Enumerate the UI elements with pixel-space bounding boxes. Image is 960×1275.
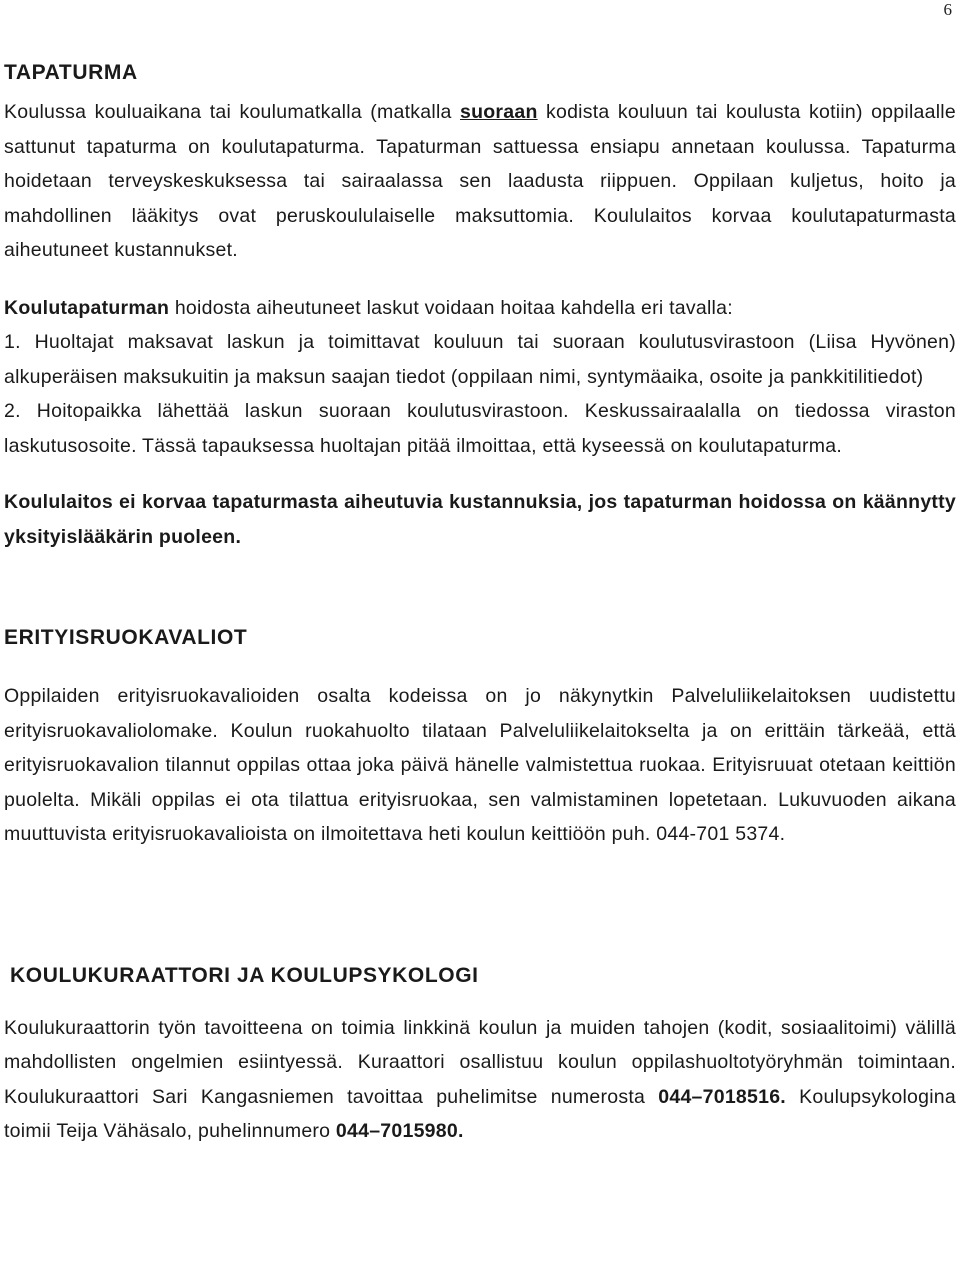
special-diet-paragraph: Oppilaiden erityisruokavalioiden osalta kodeissa on jo näkynytkin Palveluliikelaitoksen uudistettu erityisruokavaliolomake. Koulun ruokahuolto tilataan Palveluliikelaitokselta ja on erittäin tärkeää, että erityisruokavalion tilannut oppilas ottaa joka päivä hänelle valmistettua ruokaa. Erityisruuat otetaan keittiön puolelta. Mikäli oppilas ei ota tilattua erityisruokaa, sen valmistaminen lopetetaan. Lukuvuoden aikana muuttuvista erityisruokavalioista on ilmoitettava heti koulun keittiöön puh. 044-701 5374.	[4, 685, 956, 845]
accident-option-1: 1. Huoltajat maksavat laskun ja toimittavat kouluun tai suoraan koulutusvirastoon (Liisa Hyvönen) alkuperäisen maksukuitin ja maksun saajan tiedot (oppilaan nimi, syntymäaika, osoite ja pankkitilitiedot)	[4, 331, 956, 388]
accident-bills-text: hoidosta aiheutuneet laskut voidaan hoitaa kahdella eri tavalla:	[169, 296, 733, 319]
counselor-text-1: Koulukuraattorin työn tavoitteena on toimia linkkinä koulun ja muiden tahojen (kodit, sosiaalitoimi) välillä mahdollisten ongelmien esiintyessä. Kuraattori osallistuu koulun oppilashuoltotyöryhmän toimintaan. Koulukuraattori Sari Kangasniemen tavoittaa puhelimitse numerosta	[4, 1016, 956, 1108]
accident-bills-paragraph	[4, 291, 956, 326]
accident-bills-bold: Koulutapaturman	[4, 296, 170, 319]
section-heading-special-diet: ERITYISRUOKAVALIOT	[4, 626, 248, 649]
accident-option-2: 2. Hoitopaikka lähettää laskun suoraan koulutusvirastoon. Keskussairaalalla on tiedossa viraston laskutusosoite. Tässä tapauksessa huoltajan pitää ilmoittaa, että kyseessä on koulutapaturma.	[4, 400, 956, 457]
counselor-phone-1: 044–7018516.	[658, 1085, 786, 1108]
counselor-paragraph	[4, 1011, 956, 1149]
accident-intro-text-1: Koulussa kouluaikana tai koulumatkalla (matkalla	[4, 101, 461, 123]
counselor-text-2: Koulupsykologina toimii Teija Vähäsalo, puhelinnumero	[4, 1085, 956, 1142]
page-number: 6	[943, 0, 952, 19]
counselor-phone-2: 044–7015980.	[335, 1120, 464, 1142]
section-heading-accident: TAPATURMA	[4, 61, 138, 84]
accident-intro-paragraph	[4, 95, 956, 268]
accident-warning: Koululaitos ei korvaa tapaturmasta aiheutuvia kustannuksia, jos tapaturman hoidossa on käännytty yksityislääkärin puoleen.	[4, 491, 956, 548]
accident-intro-text-2: kodista kouluun tai koulusta kotiin) oppilaalle sattunut tapaturma on koulutapaturma. Tapaturman sattuessa ensiapu annetaan koulussa. Tapaturma hoidetaan terveyskeskuksessa tai sairaalassa sen laadusta riippuen. Oppilaan kuljetus, hoito ja mahdollinen lääkitys ovat peruskoululaiselle maksuttomia. Koululaitos korvaa koulutapaturmasta aiheutuneet kustannukset.	[4, 101, 956, 261]
document-body	[4, 54, 956, 1149]
accident-intro-emphasis: suoraan	[460, 101, 538, 123]
section-heading-counselor: KOULUKURAATTORI JA KOULUPSYKOLOGI	[10, 963, 479, 987]
